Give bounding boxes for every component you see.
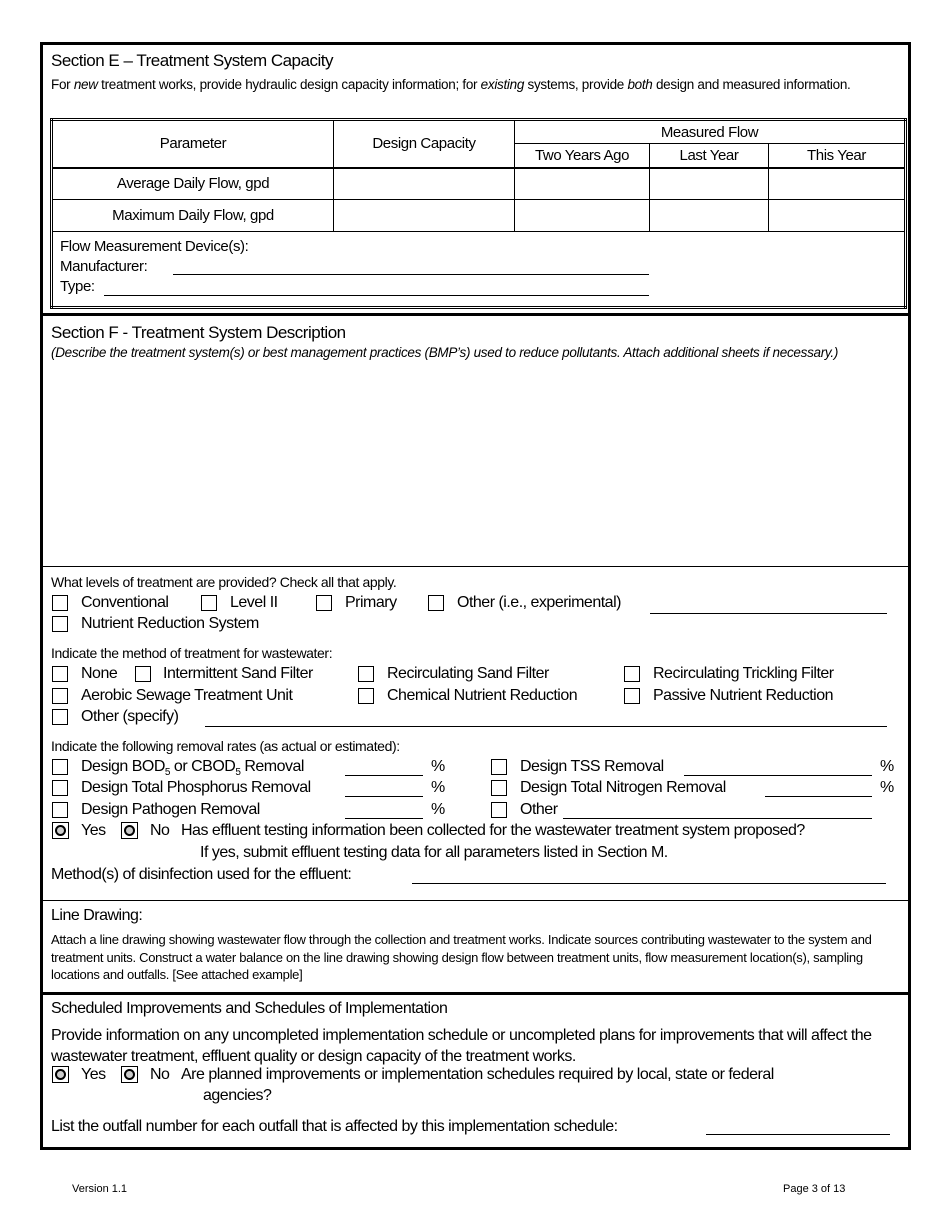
checkbox-other-experimental[interactable] bbox=[428, 595, 444, 611]
type-label: Type: bbox=[60, 278, 95, 295]
pathogen-field[interactable] bbox=[345, 818, 423, 819]
header-measured-flow: Measured Flow bbox=[515, 120, 906, 144]
label-pathogen: Design Pathogen Removal bbox=[81, 801, 260, 818]
radio-effluent-no[interactable] bbox=[121, 822, 138, 839]
label-chemical-nutrient: Chemical Nutrient Reduction bbox=[387, 687, 578, 704]
disinfection-field[interactable] bbox=[412, 883, 886, 884]
label-aerobic: Aerobic Sewage Treatment Unit bbox=[81, 687, 293, 704]
label-recirculating-sand: Recirculating Sand Filter bbox=[387, 665, 549, 682]
other-specify-field[interactable] bbox=[205, 726, 887, 727]
scheduled-title: Scheduled Improvements and Schedules of Implementation bbox=[51, 1000, 448, 1017]
effluent-question: Has effluent testing information been collected for the wastewater treatment system proposed? bbox=[181, 822, 805, 839]
cell-input[interactable] bbox=[515, 200, 650, 232]
header-last-year: Last Year bbox=[650, 144, 769, 168]
checkbox-other-specify[interactable] bbox=[52, 709, 68, 725]
method-question: Indicate the method of treatment for wastewater: bbox=[51, 645, 333, 661]
radio-effluent-yes[interactable] bbox=[52, 822, 69, 839]
checkbox-aerobic[interactable] bbox=[52, 688, 68, 704]
manufacturer-field[interactable] bbox=[173, 274, 649, 275]
version-label: Version 1.1 bbox=[72, 1183, 128, 1195]
label-no: No bbox=[150, 822, 170, 839]
divider bbox=[40, 313, 911, 316]
row-label: Average Daily Flow, gpd bbox=[52, 168, 334, 200]
label-nutrient-reduction: Nutrient Reduction System bbox=[81, 615, 259, 632]
section-e-intro: For new treatment works, provide hydraulic design capacity information; for existing systems, provide both design and measured information. bbox=[51, 77, 851, 92]
divider bbox=[40, 992, 911, 995]
cell-input[interactable] bbox=[650, 200, 769, 232]
label-no: No bbox=[150, 1066, 170, 1083]
label-other-removal: Other bbox=[520, 801, 558, 818]
section-f-title: Section F - Treatment System Description bbox=[51, 323, 346, 342]
checkbox-passive-nutrient[interactable] bbox=[624, 688, 640, 704]
label-conventional: Conventional bbox=[81, 594, 169, 611]
other-experimental-field[interactable] bbox=[650, 613, 887, 614]
nitrogen-field[interactable] bbox=[765, 796, 872, 797]
radio-improvements-yes[interactable] bbox=[52, 1066, 69, 1083]
percent-sign: % bbox=[880, 779, 894, 796]
label-primary: Primary bbox=[345, 594, 397, 611]
label-tss: Design TSS Removal bbox=[520, 758, 664, 775]
outfall-field[interactable] bbox=[706, 1134, 890, 1135]
effluent-followup: If yes, submit effluent testing data for all parameters listed in Section M. bbox=[200, 844, 668, 861]
header-parameter: Parameter bbox=[52, 120, 334, 168]
other-removal-field[interactable] bbox=[563, 818, 872, 819]
checkbox-primary[interactable] bbox=[316, 595, 332, 611]
label-intermittent-sand: Intermittent Sand Filter bbox=[163, 665, 313, 682]
cell-input[interactable] bbox=[334, 168, 515, 200]
percent-sign: % bbox=[431, 801, 445, 818]
checkbox-none[interactable] bbox=[52, 666, 68, 682]
cell-input[interactable] bbox=[650, 168, 769, 200]
disinfection-label: Method(s) of disinfection used for the effluent: bbox=[51, 866, 352, 883]
outfall-label: List the outfall number for each outfall that is affected by this implementation schedule: bbox=[51, 1118, 618, 1135]
header-design-capacity: Design Capacity bbox=[334, 120, 515, 168]
bod-field[interactable] bbox=[345, 775, 423, 776]
label-phosphorus: Design Total Phosphorus Removal bbox=[81, 779, 311, 796]
label-recirculating-trickling: Recirculating Trickling Filter bbox=[653, 665, 834, 682]
cell-input[interactable] bbox=[515, 168, 650, 200]
table-row bbox=[52, 200, 906, 232]
type-field[interactable] bbox=[104, 295, 649, 296]
checkbox-intermittent-sand[interactable] bbox=[135, 666, 151, 682]
label-yes: Yes bbox=[81, 1066, 106, 1083]
device-label: Flow Measurement Device(s): bbox=[60, 238, 249, 255]
checkbox-tss[interactable] bbox=[491, 759, 507, 775]
page-number: Page 3 of 13 bbox=[783, 1183, 846, 1195]
divider bbox=[40, 900, 911, 901]
percent-sign: % bbox=[880, 758, 894, 775]
levels-question: What levels of treatment are provided? Check all that apply. bbox=[51, 574, 397, 590]
checkbox-phosphorus[interactable] bbox=[52, 780, 68, 796]
checkbox-nitrogen[interactable] bbox=[491, 780, 507, 796]
line-drawing-title: Line Drawing: bbox=[51, 907, 143, 924]
section-f-note: (Describe the treatment system(s) or best management practices (BMP’s) used to reduce pollutants. Attach additional sheets if necessary.) bbox=[51, 345, 839, 360]
label-passive-nutrient: Passive Nutrient Reduction bbox=[653, 687, 833, 704]
manufacturer-label: Manufacturer: bbox=[60, 258, 148, 275]
percent-sign: % bbox=[431, 758, 445, 775]
checkbox-pathogen[interactable] bbox=[52, 802, 68, 818]
label-level-ii: Level II bbox=[230, 594, 278, 611]
line-drawing-text: Attach a line drawing showing wastewater flow through the collection and treatment works. Indicate sources contributing wastewater to the system and treatment units. Construct a water balance on the line drawing showing design flow between treatment units, flow measurement location(s), sampling locations and outfalls. [See attached example] bbox=[51, 932, 872, 982]
cell-input[interactable] bbox=[334, 200, 515, 232]
cell-input[interactable] bbox=[769, 168, 906, 200]
checkbox-conventional[interactable] bbox=[52, 595, 68, 611]
checkbox-chemical-nutrient[interactable] bbox=[358, 688, 374, 704]
label-none: None bbox=[81, 665, 118, 682]
label-other-experimental: Other (i.e., experimental) bbox=[457, 594, 621, 611]
label-nitrogen: Design Total Nitrogen Removal bbox=[520, 779, 726, 796]
checkbox-nutrient-reduction[interactable] bbox=[52, 616, 68, 632]
checkbox-level-ii[interactable] bbox=[201, 595, 217, 611]
table-row bbox=[52, 168, 906, 200]
checkbox-other-removal[interactable] bbox=[491, 802, 507, 818]
section-e-title: Section E – Treatment System Capacity bbox=[51, 51, 333, 70]
percent-sign: % bbox=[431, 779, 445, 796]
improvements-question-cont: agencies? bbox=[203, 1087, 272, 1104]
improvements-question: Are planned improvements or implementation schedules required by local, state or federal bbox=[181, 1066, 774, 1083]
tss-field[interactable] bbox=[684, 775, 872, 776]
label-other-specify: Other (specify) bbox=[81, 708, 179, 725]
description-area[interactable] bbox=[50, 382, 900, 562]
divider bbox=[40, 566, 911, 567]
removal-question: Indicate the following removal rates (as actual or estimated): bbox=[51, 738, 400, 754]
header-two-years-ago: Two Years Ago bbox=[515, 144, 650, 168]
header-this-year: This Year bbox=[769, 144, 906, 168]
scheduled-text: Provide information on any uncompleted implementation schedule or uncompleted plans for improvements that will affect the wastewater treatment, effluent quality or design capacity of the treatment works. bbox=[51, 1027, 872, 1065]
label-yes: Yes bbox=[81, 822, 106, 839]
label-bod: Design $BOD_5$ or $CBOD_5$ Removal bbox=[81, 758, 304, 779]
phosphorus-field[interactable] bbox=[345, 796, 423, 797]
capacity-table bbox=[50, 118, 907, 309]
cell-input[interactable] bbox=[769, 200, 906, 232]
checkbox-recirculating-trickling[interactable] bbox=[624, 666, 640, 682]
checkbox-recirculating-sand[interactable] bbox=[358, 666, 374, 682]
checkbox-bod[interactable] bbox=[52, 759, 68, 775]
radio-improvements-no[interactable] bbox=[121, 1066, 138, 1083]
row-label: Maximum Daily Flow, gpd bbox=[52, 200, 334, 232]
